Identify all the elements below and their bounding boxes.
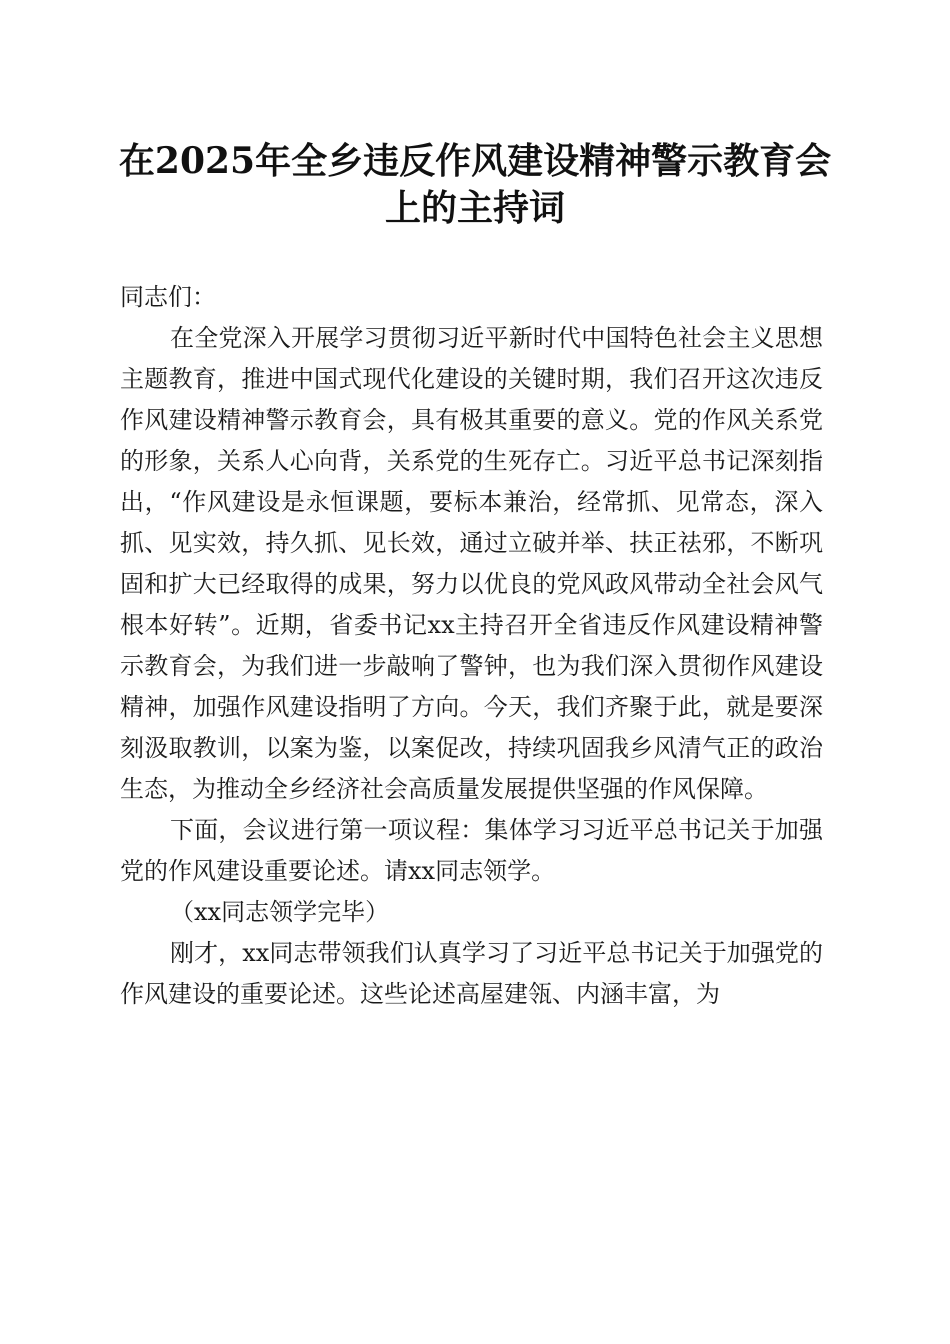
paragraph-opening: 在全党深入开展学习贯彻习近平新时代中国特色社会主义思想主题教育，推进中国式现代化建设的关键时期，我们召开这次违反作风建设精神警示教育会，具有极其重要的意义。党的作风关系党的形象，关系人心向背，关系党的生死存亡。习近平总书记深刻指出，“作风建设是永恒课题，要标本兼治，经常抓、见常态，深入抓、见实效，持久抓、见长效，通过立破并举、扶正祛邪，不断巩固和扩大已经取得的成果，努力以优良的党风政风带动全社会风气根本好转”。近期，省委书记xx主持召开全省违反作风建设精神警示教育会，为我们进一步敲响了警钟，也为我们深入贯彻作风建设精神，加强作风建设指明了方向。今天，我们齐聚于此，就是要深刻汲取教训，以案为鉴，以案促改，持续巩固我乡风清气正的政治生态，为推动全乡经济社会高质量发展提供坚强的作风保障。	[120, 324, 823, 803]
title-line-1: 在2025年全乡违反作风建设精神警示教育会	[118, 140, 832, 182]
document-body	[120, 277, 823, 1015]
document-title	[110, 138, 840, 232]
paragraph-stage-note: （xx同志领学完毕）	[170, 898, 390, 926]
paragraph-agenda-item-1: 下面，会议进行第一项议程：集体学习习近平总书记关于加强党的作风建设重要论述。请xx同志领学。	[120, 816, 823, 885]
salutation: 同志们：	[120, 283, 216, 311]
title-line-2: 上的主持词	[384, 187, 565, 229]
paragraph-summary: 刚才，xx同志带领我们认真学习了习近平总书记关于加强党的作风建设的重要论述。这些论述高屋建瓴、内涵丰富，为	[120, 939, 823, 1008]
